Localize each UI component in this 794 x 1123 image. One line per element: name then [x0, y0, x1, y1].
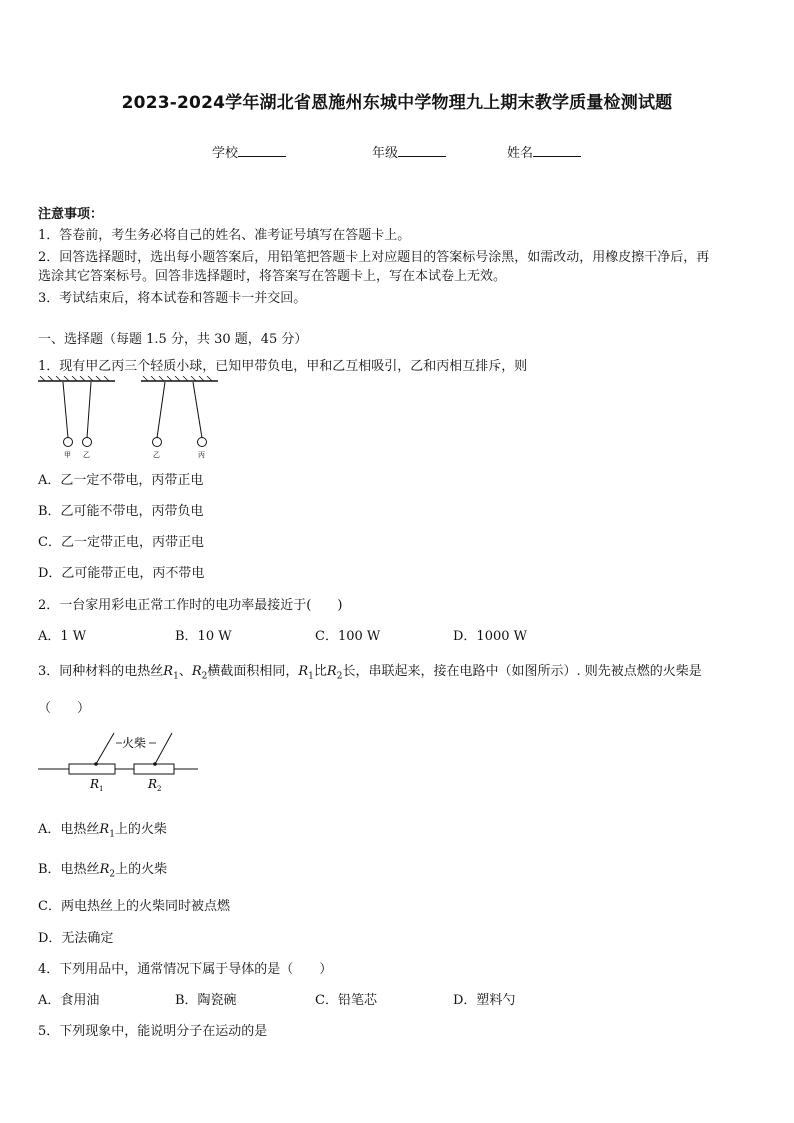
q1-pendulum-figure: [38, 376, 223, 460]
q1-stem: 1．现有甲乙丙三个轻质小球，已知甲带负电，甲和乙互相吸引，乙和丙相互排斥，则: [38, 359, 528, 374]
q3-option-d: D．无法确定: [38, 931, 114, 946]
notice-heading: 注意事项：: [38, 207, 104, 222]
grade-field: [372, 142, 446, 161]
q3-option-a: A．电热丝$R_1$上的火柴: [38, 822, 167, 840]
ball-yi-2: [153, 438, 162, 447]
r1-label: R: [90, 777, 100, 791]
q5-stem: 5．下列现象中，能说明分子在运动的是: [38, 1024, 268, 1039]
label-bing: 丙: [198, 451, 205, 459]
q1-option-a: A．乙一定不带电，丙带正电: [38, 473, 204, 488]
q2-stem: 2．一台家用彩电正常工作时的电功率最接近于( ): [38, 598, 343, 613]
match-2: [155, 733, 172, 764]
q4-option-b: B．陶瓷碗: [175, 993, 237, 1008]
name-label: 姓名: [507, 146, 534, 161]
label-yi: 乙: [83, 451, 90, 459]
q2-option-d: D．1000 W: [453, 629, 528, 644]
notice-item-2-cont: 选涂其它答案标号。回答非选择题时，将答案写在答题卡上，写在本试卷上无效。: [38, 269, 507, 284]
q4-option-a: A．食用油: [38, 993, 100, 1008]
r2-label: R: [148, 777, 158, 791]
school-blank: [238, 144, 286, 157]
q4-option-d: D．塑料勺: [453, 993, 516, 1008]
q3-option-c: C．两电热丝上的火柴同时被点燃: [38, 899, 230, 914]
r1-sub: 1: [99, 785, 104, 793]
page-title: 2023-2024学年湖北省恩施州东城中学物理九上期末教学质量检测试题: [121, 93, 673, 113]
r2-sub: 2: [157, 785, 162, 793]
q3-stem: 3．同种材料的电热丝$R_1$、$R_2$横截面积相同，$R_1$比$R_2$长，串联起来，接在电路中（如图所示）. 则先被点燃的火柴是: [38, 664, 702, 682]
label-yi-2: 乙: [153, 451, 160, 459]
resistor-r2: [134, 764, 174, 774]
notice-item-2: 2．回答选择题时，选出每小题答案后，用铅笔把答题卡上对应题目的答案标号涂黑，如需改动，用橡皮擦干净后，再: [38, 250, 710, 265]
q1-option-c: C．乙一定带正电，丙带正电: [38, 535, 204, 550]
q4-option-c: C．铅笔芯: [315, 993, 377, 1008]
q2-option-c: C．100 W: [315, 629, 381, 644]
q2-option-b: B．10 W: [175, 629, 232, 644]
school-field: [212, 142, 286, 161]
q1-option-b: B．乙可能不带电，丙带负电: [38, 504, 204, 519]
ball-jia: [64, 438, 73, 447]
notice-item-1: 1．答卷前，考生务必将自己的姓名、准考证号填写在答题卡上。: [38, 228, 411, 243]
grade-label: 年级: [372, 146, 399, 161]
q4-stem: 4．下列用品中，通常情况下属于导体的是（ ）: [38, 962, 333, 977]
q3-option-b: B．电热丝$R_2$上的火柴: [38, 862, 168, 880]
name-blank: [533, 144, 581, 157]
resistor-r1: [69, 764, 115, 774]
section-heading: 一、选择题（每题 1.5 分，共 30 题，45 分）: [38, 332, 308, 347]
q3-circuit-figure: [38, 730, 200, 796]
school-label: 学校: [212, 146, 239, 161]
match-label: 火柴: [122, 736, 147, 750]
ball-bing: [198, 438, 207, 447]
label-jia: 甲: [64, 451, 71, 459]
q1-option-d: D．乙可能带正电，丙不带电: [38, 566, 205, 581]
notice-item-3: 3．考试结束后，将本试卷和答题卡一并交回。: [38, 291, 307, 306]
match-1: [96, 733, 114, 764]
q3-paren: （ ）: [38, 701, 91, 716]
ball-yi: [83, 438, 92, 447]
grade-blank: [398, 144, 446, 157]
name-field: [507, 142, 581, 161]
q2-option-a: A．1 W: [38, 629, 87, 644]
